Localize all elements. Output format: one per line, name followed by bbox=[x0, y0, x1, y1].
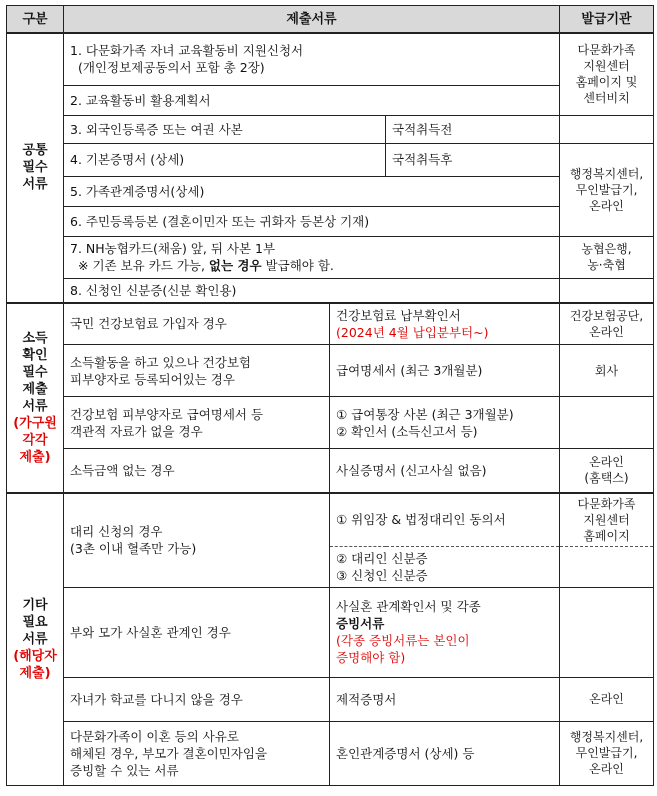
issuer-text: 무인발급기, bbox=[575, 746, 638, 760]
case-cell: 소득금액 없는 경우 bbox=[64, 449, 330, 493]
doc-text-red: (각종 증빙서류는 본인이 bbox=[336, 633, 470, 648]
case-cell bbox=[64, 493, 330, 588]
issuer-text: 온라인 bbox=[589, 198, 624, 213]
doc-cell bbox=[330, 587, 560, 677]
category-text: 필수 bbox=[22, 364, 48, 380]
table-row bbox=[7, 493, 654, 547]
note-text: 발급해야 함. bbox=[261, 258, 334, 273]
table-row bbox=[7, 236, 654, 278]
category-note: 제출) bbox=[19, 449, 51, 465]
case-cell: 국민 건강보험료 가입자 경우 bbox=[64, 303, 330, 345]
doc-cell: 사실증명서 (신고사실 없음) bbox=[330, 449, 560, 493]
doc-text-red: 증명해야 함) bbox=[336, 650, 406, 665]
category-text: 기타 bbox=[22, 597, 48, 613]
issuer-cell bbox=[560, 721, 654, 785]
doc-cell: 4. 기본증명서 (상세) bbox=[64, 143, 386, 176]
category-note: 제출) bbox=[19, 665, 51, 681]
category-other bbox=[7, 493, 64, 786]
issuer-cell bbox=[560, 33, 654, 115]
required-documents-table bbox=[6, 5, 654, 786]
category-text: 서류 bbox=[22, 398, 48, 414]
table-row bbox=[7, 115, 654, 143]
case-text: 건강보험 피부양자로 급여명세서 등 bbox=[70, 406, 264, 422]
condition-cell: 국적취득전 bbox=[386, 115, 560, 143]
doc-text: 7. NH농협카드(채움) 앞, 뒤 사본 1부 bbox=[70, 241, 276, 256]
doc-cell bbox=[330, 546, 560, 587]
doc-note bbox=[70, 257, 553, 274]
doc-cell: 급여명세서 (최근 3개월분) bbox=[330, 345, 560, 397]
issuer-text: 행정복지센터, bbox=[569, 730, 644, 744]
category-text: 확인 bbox=[22, 347, 48, 363]
doc-cell: 제적증명서 bbox=[330, 677, 560, 721]
case-text: 다문화가족이 이혼 등의 사유로 bbox=[70, 728, 239, 744]
category-text: 서류 bbox=[22, 177, 48, 193]
issuer-text: 건강보험공단, bbox=[569, 308, 644, 323]
header-category: 구분 bbox=[7, 6, 64, 34]
case-cell bbox=[64, 397, 330, 449]
category-text: 제출 bbox=[22, 381, 48, 397]
category-text: 필수 bbox=[22, 160, 48, 176]
issuer-text: 무인발급기, bbox=[575, 182, 638, 197]
issuer-text: 홈페이지 및 bbox=[575, 75, 638, 90]
category-text: 공통 bbox=[22, 143, 48, 159]
doc-cell: 8. 신청인 신분증(신분 확인용) bbox=[64, 278, 560, 303]
table-row bbox=[7, 587, 654, 677]
table-row bbox=[7, 397, 654, 449]
doc-cell: 6. 주민등록등본 (결혼이민자 또는 귀화자 등본상 기재) bbox=[64, 206, 560, 236]
issuer-text: 지원센터 bbox=[583, 512, 630, 527]
note-text: ※ 기존 보유 카드 가능, bbox=[78, 258, 209, 273]
issuer-cell bbox=[560, 587, 654, 677]
category-note: (해당자 bbox=[13, 648, 57, 664]
category-note: (가구원 bbox=[13, 415, 57, 431]
case-cell bbox=[64, 721, 330, 785]
category-text: 필요 bbox=[22, 614, 48, 630]
issuer-cell bbox=[560, 303, 654, 345]
doc-cell bbox=[64, 33, 560, 85]
doc-text: (개인정보제공동의서 포함 총 2장) bbox=[78, 60, 265, 76]
issuer-cell bbox=[560, 278, 654, 303]
doc-text: ② 확인서 (소득신고서 등) bbox=[336, 423, 478, 439]
doc-emphasis: 증빙서류 bbox=[336, 616, 385, 631]
doc-cell: 2. 교육활동비 활용계획서 bbox=[64, 85, 560, 115]
issuer-cell bbox=[560, 397, 654, 449]
case-text: (3촌 이내 혈족만 가능) bbox=[70, 541, 197, 556]
doc-text: 건강보험료 납부확인서 bbox=[336, 307, 461, 323]
issuer-text: 온라인 bbox=[589, 762, 624, 776]
table-header-row bbox=[7, 6, 654, 34]
table-row bbox=[7, 33, 654, 85]
issuer-text: 농협은행, bbox=[581, 242, 632, 256]
table-row bbox=[7, 677, 654, 721]
issuer-cell bbox=[560, 493, 654, 547]
case-text: 해체된 경우, 부모가 결혼이민자임을 bbox=[70, 745, 268, 761]
doc-cell bbox=[64, 236, 560, 278]
case-text: 피부양자로 등록되어있는 경우 bbox=[70, 371, 235, 387]
case-cell: 자녀가 학교를 다니지 않을 경우 bbox=[64, 677, 330, 721]
table-row bbox=[7, 85, 654, 115]
case-text: 소득활동을 하고 있으나 건강보험 bbox=[70, 354, 251, 370]
case-cell: 부와 모가 사실혼 관계인 경우 bbox=[64, 587, 330, 677]
doc-text bbox=[336, 598, 553, 615]
issuer-cell bbox=[560, 143, 654, 236]
doc-cell: 5. 가족관계증명서(상세) bbox=[64, 176, 560, 206]
issuer-text: 다문화가족 bbox=[577, 496, 636, 511]
issuer-text: 지원센터 bbox=[583, 59, 630, 74]
doc-cell bbox=[330, 303, 560, 345]
category-common bbox=[7, 33, 64, 303]
table-row bbox=[7, 303, 654, 345]
table-row bbox=[7, 143, 654, 176]
issuer-text: 온라인 bbox=[589, 455, 624, 470]
category-income bbox=[7, 303, 64, 493]
issuer-cell: 온라인 bbox=[560, 677, 654, 721]
doc-cell bbox=[330, 397, 560, 449]
doc-text: 1. 다문화가족 자녀 교육활동비 지원신청서 bbox=[70, 43, 304, 59]
table-row bbox=[7, 345, 654, 397]
doc-text: ② 대리인 신분증 bbox=[336, 550, 428, 566]
doc-cell: 혼인관계증명서 (상세) 등 bbox=[330, 721, 560, 785]
category-text: 서류 bbox=[22, 631, 48, 647]
condition-cell: 국적취득후 bbox=[386, 143, 560, 176]
issuer-cell bbox=[560, 115, 654, 143]
issuer-cell bbox=[560, 449, 654, 493]
table-row bbox=[7, 721, 654, 785]
table-row bbox=[7, 176, 654, 206]
doc-cell: 3. 외국인등록증 또는 여권 사본 bbox=[64, 115, 386, 143]
case-text: 대리 신청의 경우 bbox=[70, 524, 163, 539]
doc-text: ① 급여통장 사본 (최근 3개월분) bbox=[336, 406, 514, 422]
issuer-cell: 회사 bbox=[560, 345, 654, 397]
doc-text-part: 사실혼 관계확인서 및 각종 bbox=[336, 599, 481, 614]
header-issuer: 발급기관 bbox=[560, 6, 654, 34]
doc-text-red: (2024년 4월 납입분부터~) bbox=[336, 324, 489, 340]
case-cell bbox=[64, 345, 330, 397]
table-row bbox=[7, 278, 654, 303]
issuer-text: 온라인 bbox=[589, 324, 624, 339]
doc-text: ③ 신청인 신분증 bbox=[336, 567, 428, 583]
case-text: 객관적 자료가 없을 경우 bbox=[70, 423, 203, 439]
case-text: 증빙할 수 있는 서류 bbox=[70, 762, 179, 778]
issuer-cell bbox=[560, 236, 654, 278]
header-documents: 제출서류 bbox=[64, 6, 560, 34]
category-text: 소득 bbox=[22, 330, 48, 346]
issuer-text: 홈페이지 bbox=[583, 528, 630, 543]
issuer-cell bbox=[560, 546, 654, 587]
issuer-text: 다문화가족 bbox=[577, 43, 636, 58]
category-note: 각각 bbox=[22, 432, 48, 448]
issuer-text: 행정복지센터, bbox=[569, 166, 644, 181]
issuer-text: (홈택스) bbox=[584, 471, 629, 486]
issuer-text: 농·축협 bbox=[587, 258, 626, 272]
issuer-text: 센터비치 bbox=[583, 91, 630, 106]
doc-cell: ① 위임장 & 법정대리인 동의서 bbox=[330, 493, 560, 547]
table-row bbox=[7, 206, 654, 236]
note-emphasis: 없는 경우 bbox=[208, 258, 262, 273]
table-row bbox=[7, 449, 654, 493]
